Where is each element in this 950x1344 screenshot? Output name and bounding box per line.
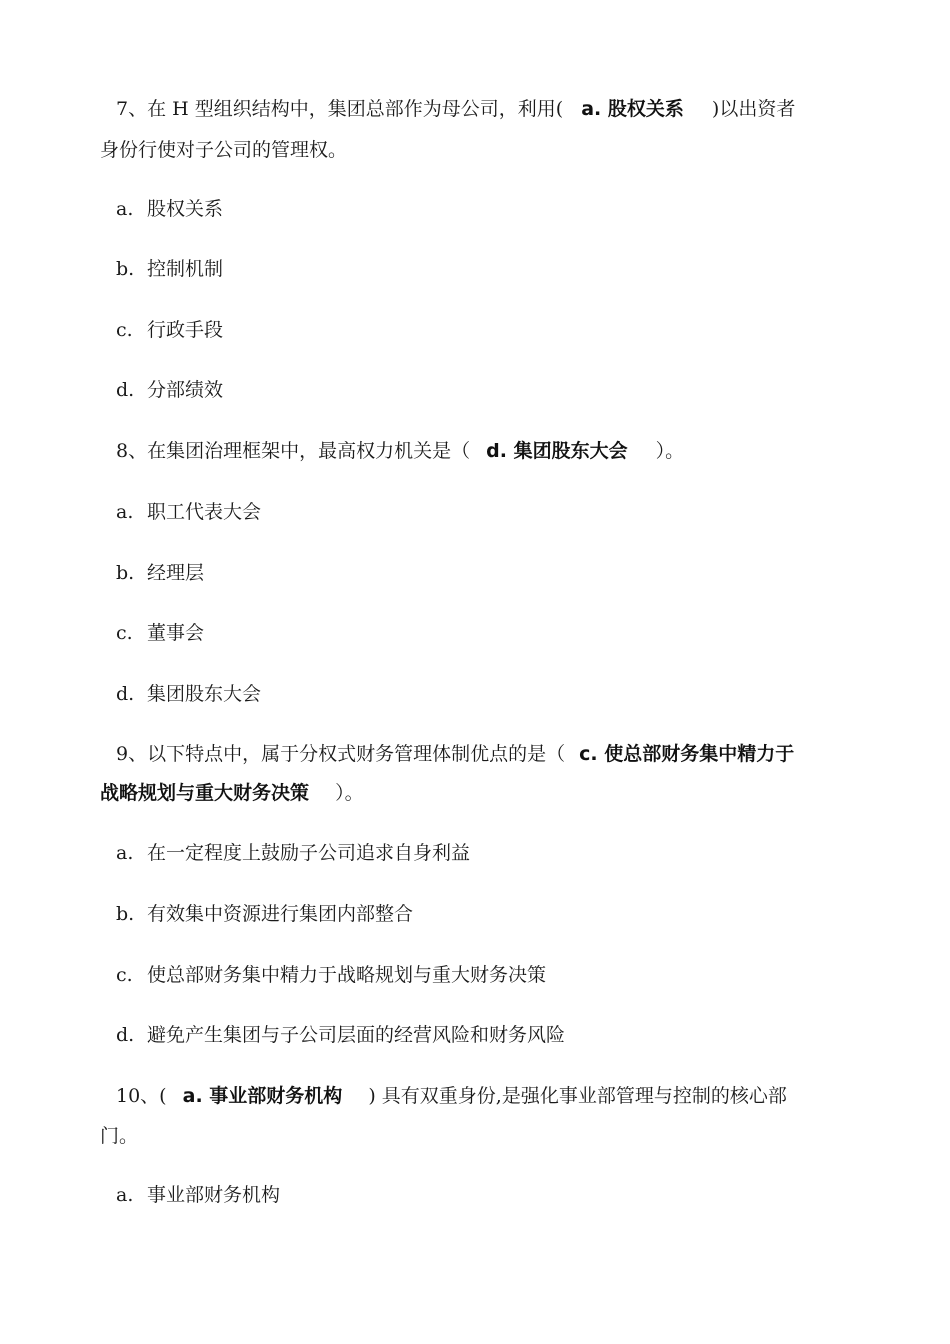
question-10-line-1 (116, 1086, 876, 1106)
option-letter: d. (116, 379, 135, 401)
question-7-option-b (116, 259, 876, 279)
question-9-line-2 (100, 783, 860, 803)
option-text: 分部绩效 (147, 379, 224, 401)
question-7-option-c (116, 320, 876, 340)
option-letter: b. (116, 903, 135, 925)
question-8-stem: 8、在集团治理框架中，最高权力机关是（ (116, 440, 471, 462)
option-letter: a. (116, 501, 134, 523)
question-8-option-b (116, 563, 876, 583)
option-letter: d. (116, 683, 135, 705)
question-7-stem: 7、在 H 型组织结构中，集团总部作为母公司，利用( (116, 98, 564, 120)
question-10-stem: 10、( (116, 1085, 167, 1107)
question-8-option-a (116, 502, 876, 522)
question-9-option-b (116, 904, 876, 924)
option-letter: a. (116, 198, 134, 220)
question-7-line-1 (116, 99, 876, 119)
question-9-answer-part-1: c. 使总部财务集中精力于 (579, 743, 795, 765)
option-text: 在一定程度上鼓励子公司追求自身利益 (147, 842, 471, 864)
question-10-stem-tail: ) 具有双重身份,是强化事业部管理与控制的核心部 (368, 1085, 787, 1107)
question-7-line-2: 身份行使对子公司的管理权。 (100, 139, 348, 161)
option-letter: c. (116, 964, 133, 986)
question-7-option-a (116, 199, 876, 219)
option-letter: d. (116, 1024, 135, 1046)
question-10-line-2: 门。 (100, 1125, 139, 1147)
question-7-option-d (116, 380, 876, 400)
option-text: 行政手段 (147, 319, 224, 341)
option-text: 股权关系 (147, 198, 224, 220)
option-text: 使总部财务集中精力于战略规划与重大财务决策 (147, 964, 547, 986)
question-9-option-c (116, 965, 876, 985)
question-7-stem-tail: )以出资者 (711, 98, 796, 120)
option-letter: b. (116, 258, 135, 280)
option-text: 集团股东大会 (147, 683, 262, 705)
question-9-answer-part-2: 战略规划与重大财务决策 (100, 782, 310, 804)
option-letter: a. (116, 1184, 134, 1206)
question-9-stem: 9、以下特点中，属于分权式财务管理体制优点的是（ (116, 743, 566, 765)
option-text: 控制机制 (147, 258, 224, 280)
question-8-stem-tail: ）。 (655, 440, 685, 462)
question-8-option-d (116, 684, 876, 704)
option-text: 事业部财务机构 (147, 1184, 281, 1206)
question-8-line-1 (116, 441, 876, 461)
question-9-option-a (116, 843, 876, 863)
question-10-answer: a. 事业部财务机构 (182, 1085, 343, 1107)
option-text: 经理层 (147, 562, 205, 584)
question-9-line-1 (116, 744, 876, 764)
option-letter: c. (116, 319, 133, 341)
question-7-answer: a. 股权关系 (581, 98, 684, 120)
option-letter: b. (116, 562, 135, 584)
option-text: 职工代表大会 (147, 501, 262, 523)
option-letter: a. (116, 842, 134, 864)
option-text: 避免产生集团与子公司层面的经营风险和财务风险 (147, 1024, 566, 1046)
question-8-option-c (116, 623, 876, 643)
option-text: 有效集中资源进行集团内部整合 (147, 903, 414, 925)
option-text: 董事会 (147, 622, 205, 644)
question-9-option-d (116, 1025, 876, 1045)
question-9-stem-tail: ）。 (335, 782, 364, 804)
question-10-option-a (116, 1185, 876, 1205)
question-8-answer: d. 集团股东大会 (486, 440, 628, 462)
option-letter: c. (116, 622, 133, 644)
